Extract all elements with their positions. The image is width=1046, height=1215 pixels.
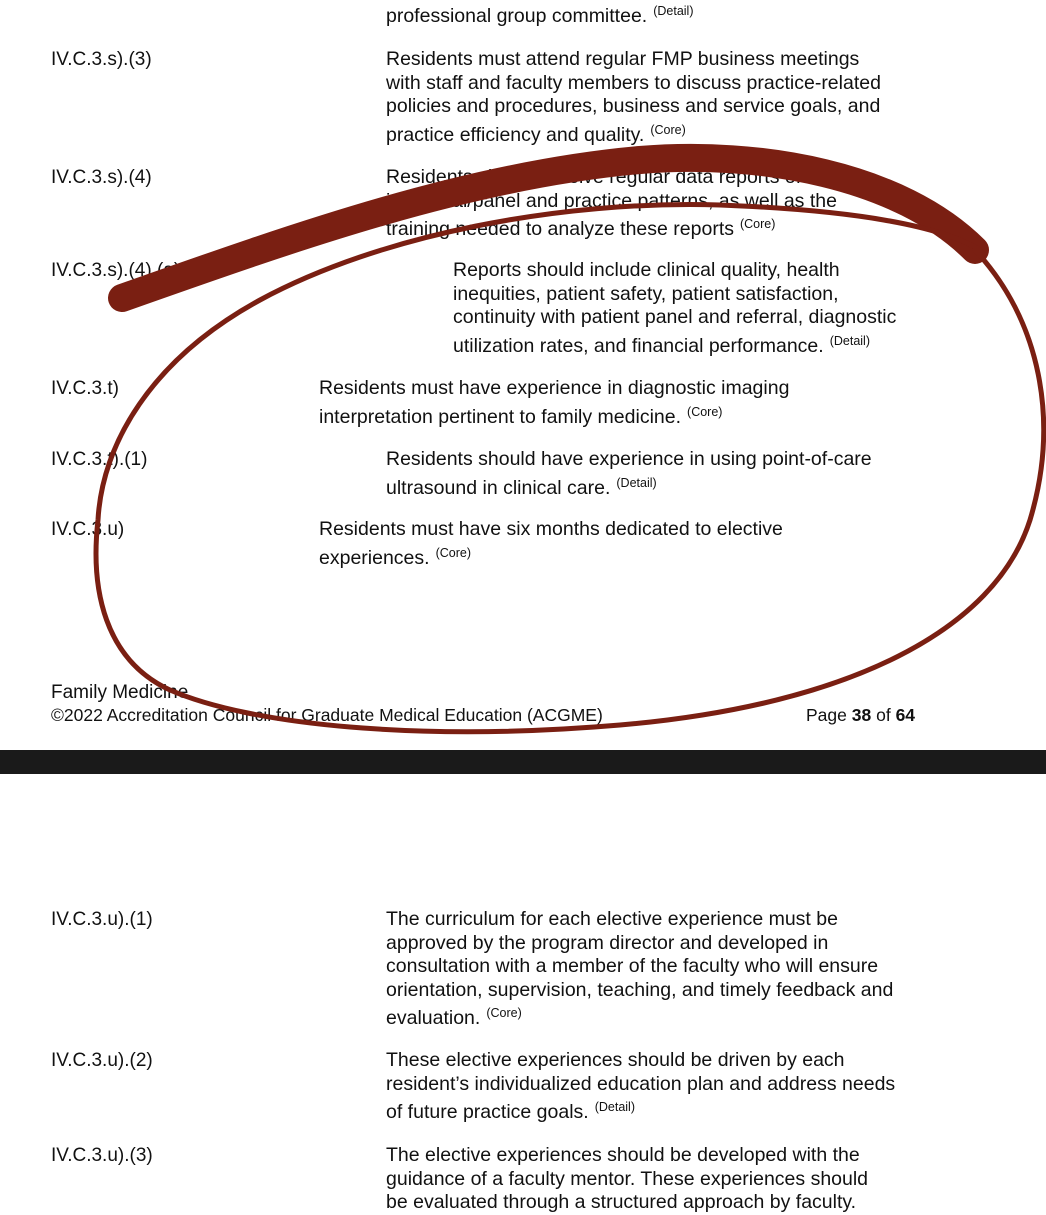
detail-tag: (Detail) <box>616 475 657 490</box>
requirement-text: Reports should include clinical quality, health inequities, patient safety, patient satisfaction, continuity with patient panel and referral, diagnostic utilization rates, and financial performance. $^{(Detail)}$ <box>453 259 897 357</box>
requirement-text: Residents must attend regular FMP business meetings with staff and faculty members to discuss practice-related policies and procedures, business and service goals, and practice efficiency and quality. $^{(Core)}$ <box>386 48 881 146</box>
requirement-text: professional group committee. $^{(Detail)}$ <box>386 4 694 27</box>
requirement-ref: IV.C.3.t) <box>51 378 119 399</box>
core-tag: (Core) <box>739 217 776 231</box>
requirement-ref: IV.C.3.u).(3) <box>51 1145 153 1166</box>
requirement-text: Residents should receive regular data reports of individual/panel and practice patterns, as well as the training needed to analyze these reports $^{(Core)}$ <box>386 166 837 240</box>
requirement-ref: IV.C.3.t).(1) <box>51 449 148 470</box>
requirement-text: Residents must have six months dedicated to elective experiences. $^{(Core)}$ <box>319 518 783 569</box>
footer-title: Family Medicine <box>51 682 189 703</box>
requirement-text: The curriculum for each elective experience must be approved by the program director and developed in consultation with a member of the faculty who will ensure orientation, supervision, teaching, and timely feedback and evaluation. $^{(Core)}$ <box>386 908 894 1029</box>
requirement-text: Residents should have experience in using point-of-care ultrasound in clinical care. $^{(Detail)}$ <box>386 448 872 499</box>
detail-tag: (Detail) <box>594 1100 635 1114</box>
requirement-ref: IV.C.3.s).(4) <box>51 167 152 188</box>
page-separator <box>0 750 1046 774</box>
requirement-text: Residents must have experience in diagnostic imaging interpretation pertinent to family medicine. $^{(Core)}$ <box>319 377 790 428</box>
footer-page-number: Page 38 of 64 <box>806 705 916 725</box>
footer-copyright: ©2022 Accreditation Council for Graduate Medical Education (ACGME) <box>51 705 603 725</box>
requirement-text: The elective experiences should be developed with the guidance of a faculty mentor. These experiences should be evaluated through a structured approach by faculty. <box>386 1144 869 1213</box>
detail-tag: (Detail) <box>829 333 870 348</box>
requirement-ref: IV.C.3.s).(4).(a) <box>51 260 181 281</box>
requirement-ref: IV.C.3.u) <box>51 519 125 540</box>
page-39 <box>0 774 1046 1213</box>
core-tag: (Core) <box>435 545 471 560</box>
core-tag: (Core) <box>486 1006 522 1020</box>
core-tag: (Core) <box>650 122 686 137</box>
requirement-ref: IV.C.3.u).(2) <box>51 1050 153 1071</box>
core-tag: (Core) <box>687 404 723 419</box>
requirement-text: These elective experiences should be driven by each resident’s individualized education plan and address needs of future practice goals. $^{(Detail)}$ <box>386 1049 896 1123</box>
requirement-ref: IV.C.3.s).(3) <box>51 49 152 70</box>
requirement-ref: IV.C.3.u).(1) <box>51 909 153 930</box>
